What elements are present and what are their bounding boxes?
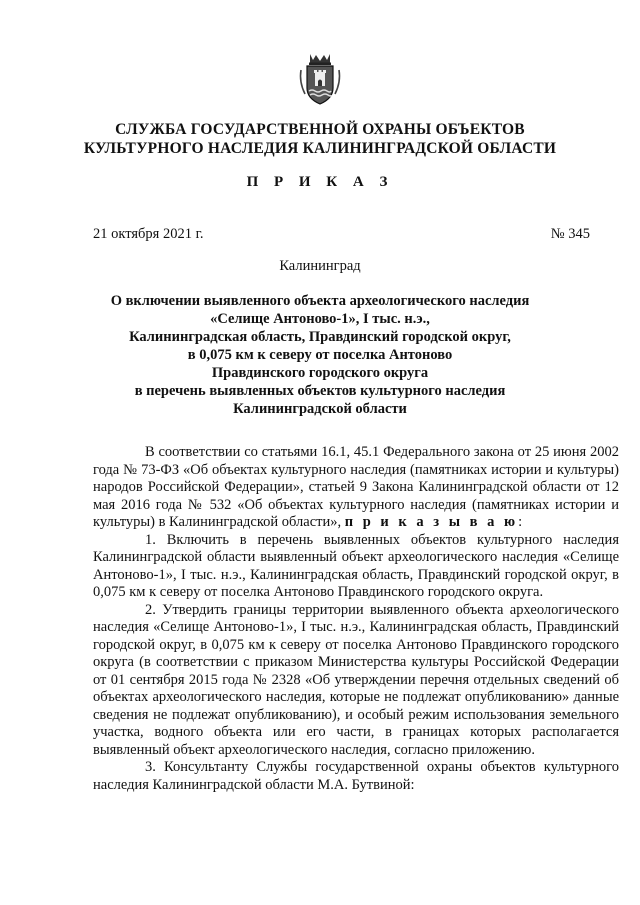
document-date: 21 октября 2021 г. [93, 226, 204, 242]
document-city: Калининград [279, 258, 361, 274]
item-2-paragraph: 2. Утвердить границы территории выявленного объекта археологического наследия «Селище Антоново-1», I тыс. н.э., Калининградская область, Правдинский городской округ, в 0,075 км к северу от поселка Антоново Правдинского городского округа (в соответствии с приказом Министерства культуры Российской Федерации от 01 сентября 2015 года № 2328 «Об утверждении перечня отдельных сведений об объектах археологического наследия, которые не подлежат опубликованию» данные сведения не подлежат опубликованию), и особый режим использования земельного участка, водного объекта или его части, в границах которых располагается выявленный объект археологического наследия, согласно приложению. [93, 601, 619, 758]
decree-word: п р и к а з ы в а ю [344, 514, 519, 530]
preamble-text: В соответствии со статьями 16.1, 45.1 Федерального закона от 25 июня 2002 года № 73-ФЗ «Об объектах культурного наследия (памятниках истории и культуры) народов Российской Федерации», статьей 9 Закона Калининградской области от 12 мая 2016 года № 532 «Об объектах культурного наследия (памятниках истории и культуры) в Калининградской области», [93, 444, 619, 530]
document-type-title: П Р И К А З [246, 174, 394, 190]
document-body [93, 444, 619, 794]
document-number: № 345 [550, 226, 590, 242]
decree-colon: : [518, 514, 523, 530]
subject-line: «Селище Антоново-1», I тыс. н.э., [210, 311, 430, 327]
agency-line-1: СЛУЖБА ГОСУДАРСТВЕННОЙ ОХРАНЫ ОБЪЕКТОВ [115, 121, 525, 138]
preamble-paragraph [93, 444, 619, 532]
subject-line: Калининградской области [233, 401, 407, 417]
subject-line: О включении выявленного объекта археологического наследия [110, 293, 530, 309]
subject-line: Правдинского городского округа [211, 365, 429, 381]
subject-line: Калининградская область, Правдинский городской округ, [129, 329, 511, 345]
item-1-paragraph: 1. Включить в перечень выявленных объектов культурного наследия Калининградской области выявленный объект археологического наследия «Селище Антоново-1», I тыс. н.э., Калининградская область, Правдинский городской округ, в 0,075 км к северу от поселка Антоново Правдинского городского округа. [93, 531, 619, 600]
subject-line: в перечень выявленных объектов культурного наследия [134, 383, 506, 399]
agency-line-2: КУЛЬТУРНОГО НАСЛЕДИЯ КАЛИНИНГРАДСКОЙ ОБЛАСТИ [83, 140, 557, 157]
item-3-paragraph: 3. Консультанту Службы государственной охраны объектов культурного наследия Калининградской области М.А. Бутвиной: [93, 759, 619, 793]
document-subject [0, 292, 640, 418]
agency-name [0, 120, 640, 158]
kaliningrad-coat-of-arms-icon [297, 50, 343, 106]
subject-line: в 0,075 км к северу от поселка Антоново [187, 347, 453, 363]
